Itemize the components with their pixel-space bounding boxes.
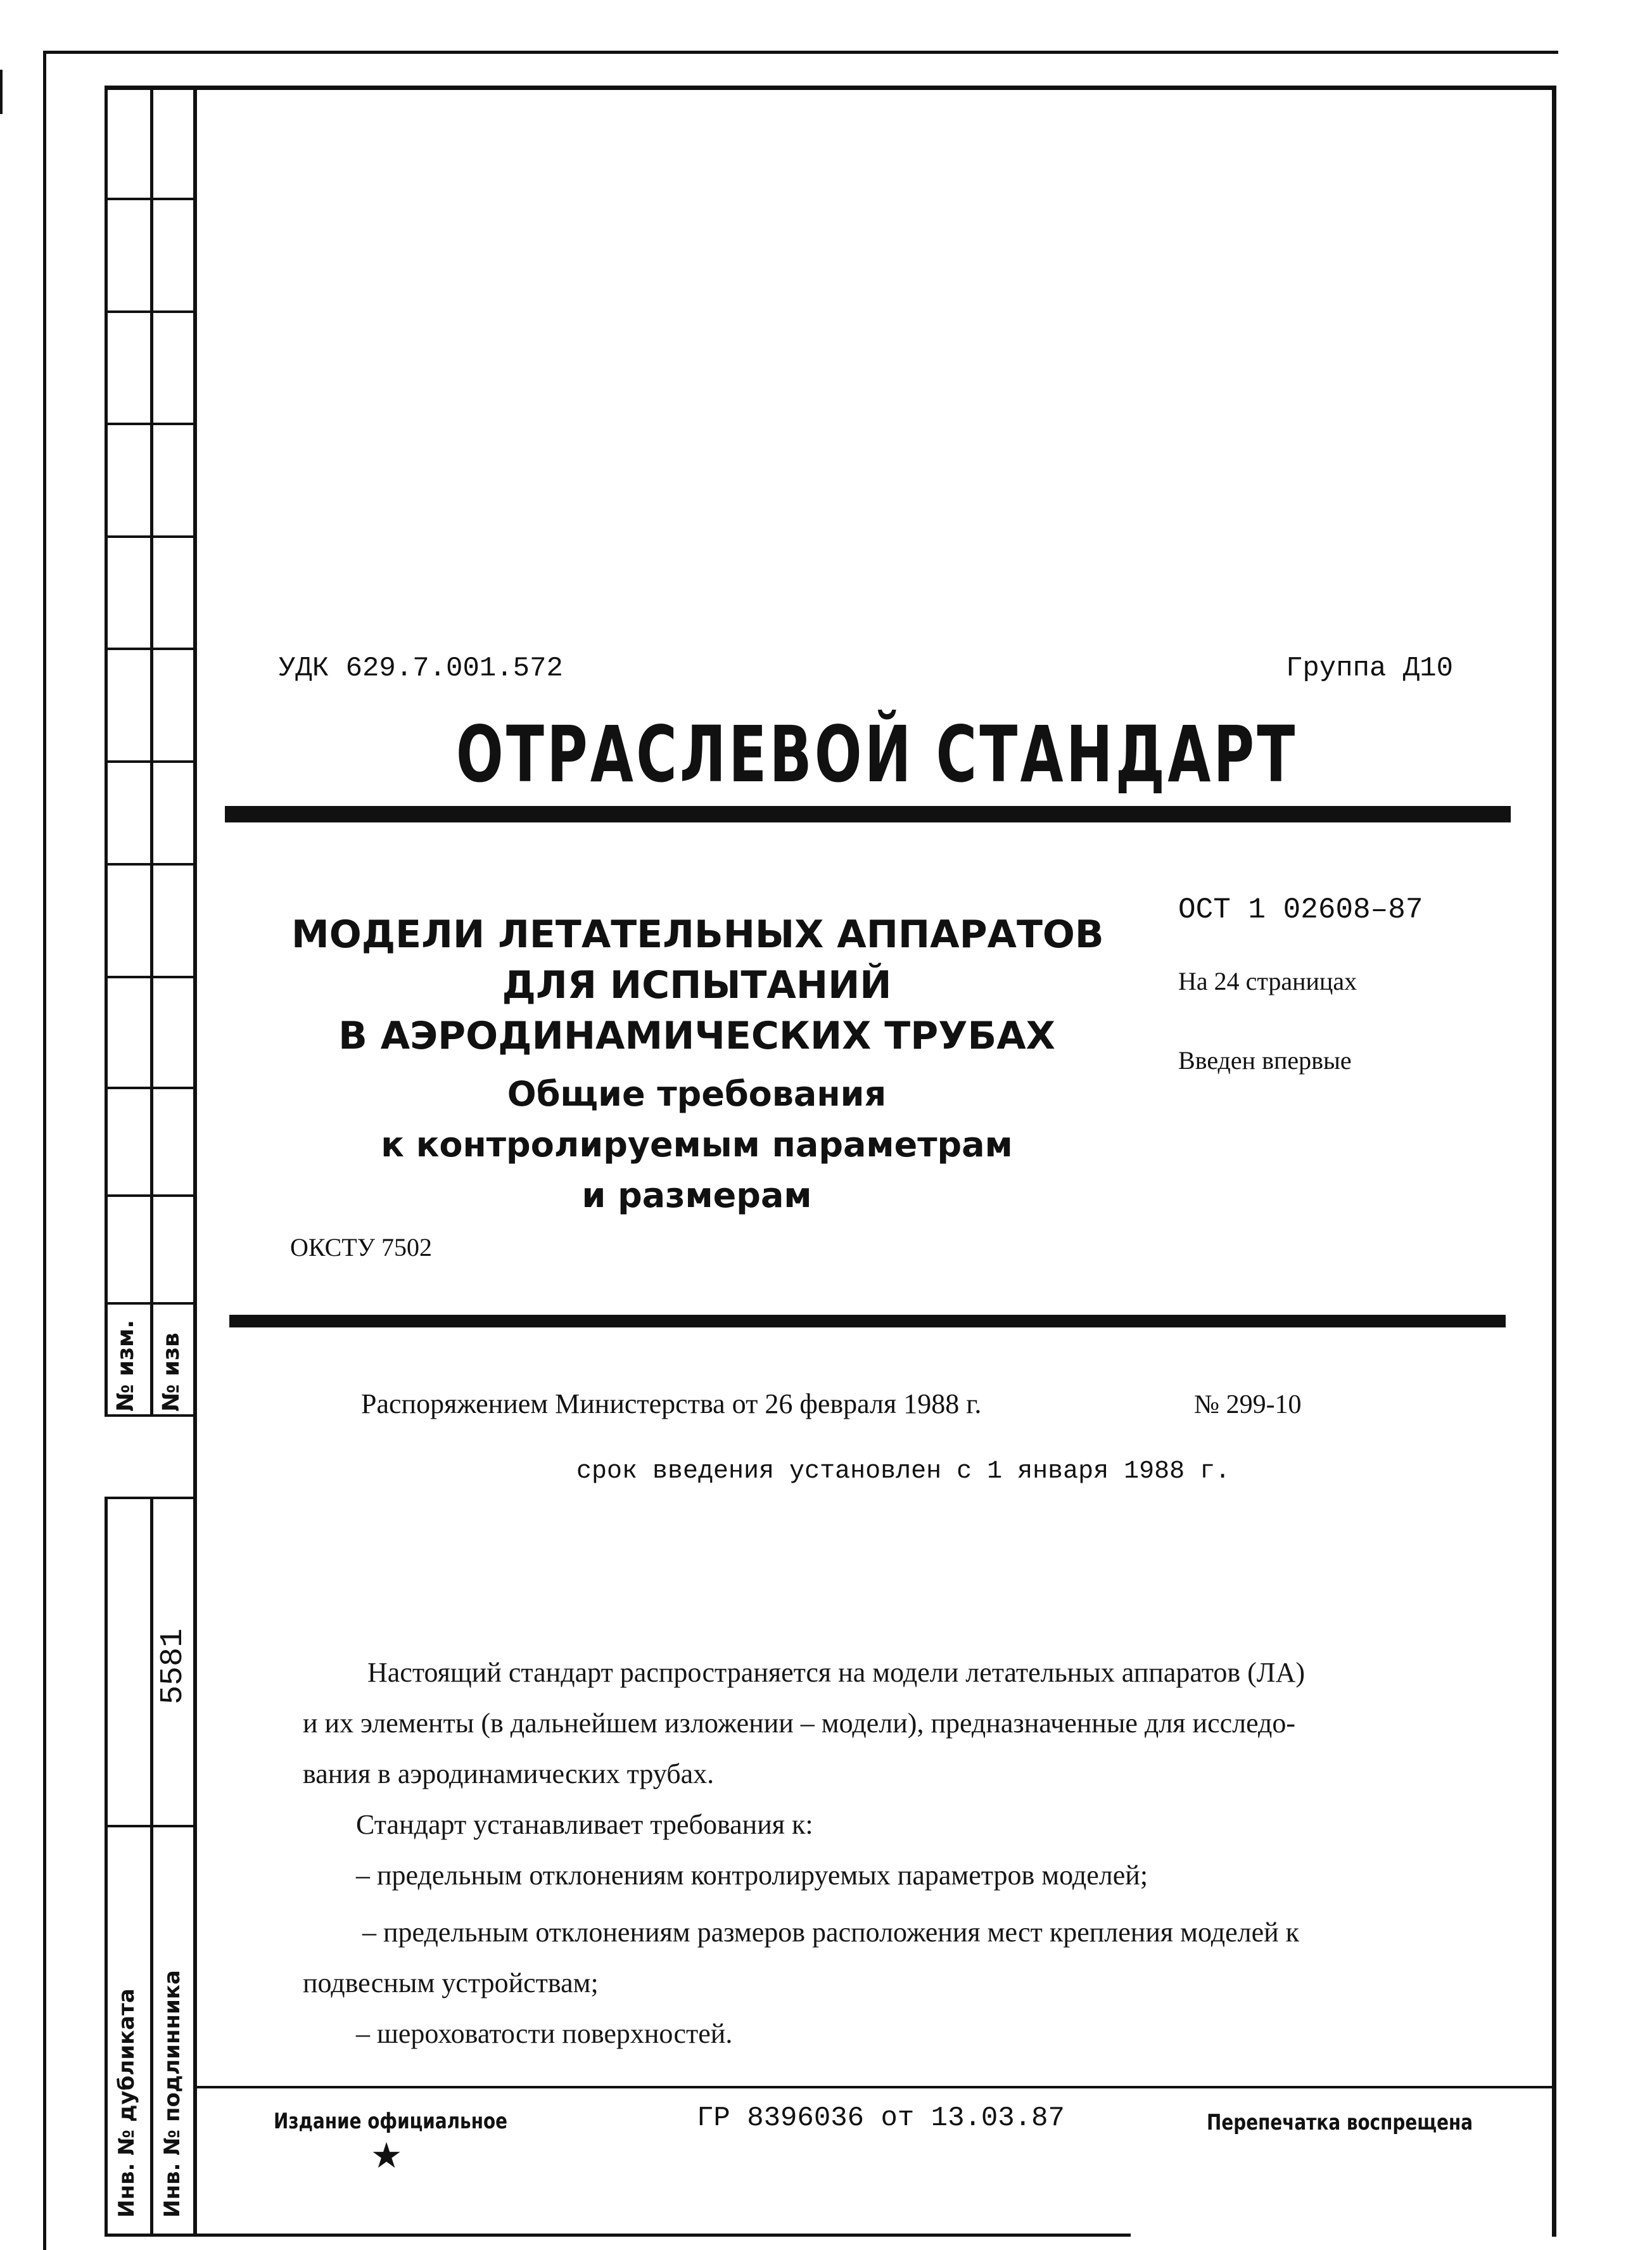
- body-paragraph-2: Стандарт устанавливает требования к:: [356, 1809, 813, 1840]
- original-inventory-label: Инв. № подлинника: [160, 1970, 185, 2218]
- stamp-row-divider: [105, 1825, 196, 1827]
- body-paragraph-1-line-1: Настоящий стандарт распространяется на модели летательных аппаратов (ЛА): [367, 1657, 1306, 1688]
- requirement-item-2-line-2: подвесным устройствам;: [303, 1967, 599, 1998]
- stamp-col-left-upper: [105, 86, 108, 1416]
- title-line-1: МОДЕЛИ ЛЕТАТЕЛЬНЫХ АППАРАТОВ: [291, 912, 1104, 957]
- decree-text: Распоряжением Министерства от 26 февраля 1988 г.: [361, 1388, 982, 1419]
- subtitle-line-1: Общие требования: [507, 1074, 887, 1114]
- duplicate-inventory-label: Инв. № дубликата: [114, 1988, 139, 2218]
- stamp-row-divider: [105, 863, 196, 866]
- stamp-row-divider: [105, 198, 196, 200]
- outer-frame-top: [43, 51, 1558, 54]
- stamp-col-mid-upper: [150, 86, 153, 1416]
- crop-mark: [0, 70, 3, 114]
- title-line-2: ДЛЯ ИСПЫТАНИЙ: [502, 963, 892, 1007]
- stamp-row-divider: [105, 310, 196, 313]
- group-code: Группа Д10: [1286, 653, 1454, 684]
- body-paragraph-1-line-2: и их элементы (в дальнейшем изложении – модели), предназначенные для исследо-: [303, 1708, 1296, 1739]
- stamp-row-divider: [105, 976, 196, 978]
- registration-number: ГР 8396036 от 13.03.87: [697, 2102, 1065, 2134]
- notice-number-label: № изв: [158, 1333, 184, 1412]
- change-number-label: № изм.: [113, 1319, 139, 1412]
- stamp-col-left-lower: [105, 1497, 108, 2237]
- stamp-row-divider: [105, 1302, 196, 1305]
- subtitle-line-2: к контролируемым параметрам: [381, 1125, 1013, 1165]
- standard-type-heading: ОТРАСЛЕВОЙ СТАНДАРТ: [456, 710, 1298, 800]
- udk-code: УДК 629.7.001.572: [279, 653, 563, 684]
- outer-frame-left: [43, 51, 46, 2250]
- inventory-number: 5581: [155, 1628, 191, 1704]
- stamp-row-divider: [105, 1194, 196, 1197]
- stamp-row-divider: [105, 760, 196, 763]
- requirement-item-2-line-1: – предельным отклонениям размеров расположения мест крепления моделей к: [362, 1917, 1300, 1948]
- inner-frame-left: [193, 86, 197, 2237]
- page-count: На 24 страницах: [1178, 967, 1357, 995]
- heavy-rule-bottom: [229, 1315, 1506, 1327]
- footer-rule: [196, 2086, 1555, 2088]
- stamp-row-divider: [105, 535, 196, 538]
- introduction-status: Введен впервые: [1178, 1046, 1352, 1075]
- stamp-row-divider: [105, 1087, 196, 1089]
- heavy-rule-top: [225, 806, 1511, 822]
- title-line-3: В АЭРОДИНАМИЧЕСКИХ ТРУБАХ: [338, 1014, 1055, 1058]
- stamp-row-divider: [105, 423, 196, 425]
- inner-frame-bottom: [105, 2234, 1131, 2237]
- standard-code: ОСТ 1 02608–87: [1178, 893, 1423, 926]
- requirement-item-1: – предельным отклонениям контролируемых параметров моделей;: [356, 1860, 1148, 1891]
- edition-label: Издание официальное: [274, 2109, 508, 2134]
- inner-frame-top: [105, 86, 1555, 90]
- subtitle-line-3: и размерам: [581, 1175, 812, 1215]
- effective-date: срок введения установлен с 1 января 1988 г.: [576, 1457, 1231, 1486]
- okstu-code: ОКСТУ 7502: [290, 1233, 433, 1262]
- decree-number: № 299-10: [1194, 1390, 1302, 1419]
- reprint-notice: Перепечатка воспрещена: [1207, 2110, 1473, 2135]
- stamp-row-divider: [105, 1497, 196, 1499]
- star-icon: ★: [371, 2135, 403, 2176]
- requirement-item-3: – шероховатости поверхностей.: [356, 2018, 733, 2049]
- body-paragraph-1-line-3: вания в аэродинамических трубах.: [303, 1758, 715, 1789]
- stamp-row-divider: [105, 1414, 196, 1417]
- inner-frame-right: [1552, 86, 1556, 2237]
- stamp-row-divider: [105, 648, 196, 650]
- stamp-col-mid-lower: [150, 1497, 153, 2237]
